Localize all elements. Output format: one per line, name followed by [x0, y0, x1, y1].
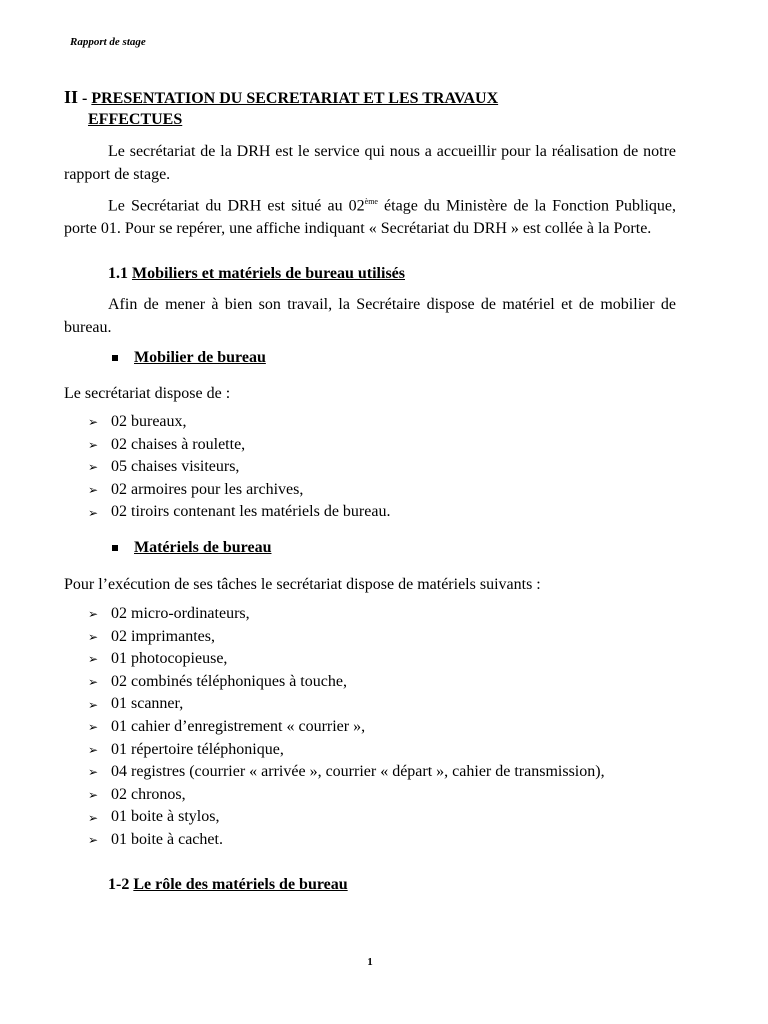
list-item: ➢ 02 chaises à roulette,: [88, 435, 246, 453]
page-number: 1: [367, 956, 373, 968]
section-title-line1: PRESENTATION DU SECRETARIAT ET LES TRAVAUX: [91, 90, 499, 107]
mobilier-list: [88, 411, 390, 524]
list-item: ➢ 05 chaises visiteurs,: [88, 458, 240, 476]
subsection-heading-1-2: [108, 876, 348, 894]
arrow-bullet-icon: ➢: [88, 607, 99, 622]
arrow-bullet-icon: ➢: [88, 810, 99, 825]
list-item: ➢ 02 micro-ordinateurs,: [88, 605, 250, 622]
section-dash: -: [78, 90, 92, 107]
running-header: Rapport de stage: [70, 36, 146, 48]
arrow-bullet-icon: ➢: [88, 629, 99, 644]
arrow-bullet-icon: ➢: [88, 833, 99, 848]
subsection-title: Le rôle des matériels de bureau: [133, 876, 348, 893]
list-item: ➢ 02 tiroirs contenant les matériels de bureau.: [88, 503, 391, 521]
arrow-bullet-icon: ➢: [88, 437, 99, 452]
materiels-heading: [112, 539, 271, 557]
subsection-number: 1-2: [108, 876, 130, 893]
arrow-bullet-icon: ➢: [88, 460, 99, 475]
materiels-intro: Pour l’exécution de ses tâches le secrétariat dispose de matériels suivants :: [64, 576, 541, 593]
arrow-bullet-icon: ➢: [88, 675, 99, 690]
section-number: II: [64, 87, 79, 107]
list-item: ➢ 01 boite à cachet.: [88, 830, 223, 848]
list-item: ➢ 01 cahier d’enregistrement « courrier »,: [88, 717, 366, 735]
arrow-bullet-icon: ➢: [88, 720, 99, 735]
arrow-bullet-icon: ➢: [88, 788, 99, 803]
mobilier-intro: Le secrétariat dispose de :: [64, 385, 231, 402]
list-item: ➢ 04 registres (courrier « arrivée », courrier « départ », cahier de transmission),: [88, 763, 605, 781]
list-item: ➢ 01 scanner,: [88, 695, 184, 713]
paragraph-intro: Le secrétariat de la DRH est le service qui nous a accueillir pour la réalisation de notre rapport de stage.: [64, 143, 676, 183]
arrow-bullet-icon: ➢: [88, 742, 99, 757]
superscript-eme: ème: [364, 197, 378, 206]
paragraph-location: [64, 190, 676, 240]
list-item: ➢ 02 armoires pour les archives,: [88, 480, 304, 498]
materiels-heading-label: Matériels de bureau: [134, 539, 272, 556]
mobilier-heading-label: Mobilier de bureau: [134, 349, 266, 366]
arrow-bullet-icon: ➢: [88, 505, 99, 520]
paragraph-location-end: étage du Ministère de la Fonction Publique, porte 01. Pour se repérer, une affiche indiquant « Secrétariat du DRH » est collée à la Porte.: [64, 197, 676, 238]
list-item: ➢ 01 répertoire téléphonique,: [88, 740, 284, 758]
paragraph-materials: Afin de mener à bien son travail, la Secrétaire dispose de matériel et de mobilier de bureau.: [64, 296, 676, 336]
list-item: ➢ 01 photocopieuse,: [88, 650, 228, 668]
list-item: ➢ 02 bureaux,: [88, 413, 187, 430]
materiels-list: [88, 603, 605, 852]
arrow-bullet-icon: ➢: [88, 697, 99, 712]
list-item: ➢ 01 boite à stylos,: [88, 808, 220, 826]
mobilier-heading: [112, 349, 266, 367]
square-bullet-icon: [112, 355, 118, 361]
list-item: ➢ 02 combinés téléphoniques à touche,: [88, 672, 347, 690]
paragraph-location-start: Le Secrétariat du DRH est situé au 02: [108, 197, 365, 215]
section-title-line2: EFFECTUES: [88, 111, 183, 128]
list-item: ➢ 02 chronos,: [88, 785, 186, 803]
subsection-title: Mobiliers et matériels de bureau utilisés: [132, 265, 405, 282]
subsection-number: 1.1: [108, 265, 128, 282]
arrow-bullet-icon: ➢: [88, 652, 99, 667]
arrow-bullet-icon: ➢: [88, 765, 99, 780]
list-item: ➢ 02 imprimantes,: [88, 627, 215, 645]
subsection-heading-1-1: [108, 265, 405, 283]
arrow-bullet-icon: ➢: [88, 415, 99, 430]
square-bullet-icon: [112, 545, 118, 551]
section-title: [64, 87, 684, 130]
arrow-bullet-icon: ➢: [88, 483, 99, 498]
